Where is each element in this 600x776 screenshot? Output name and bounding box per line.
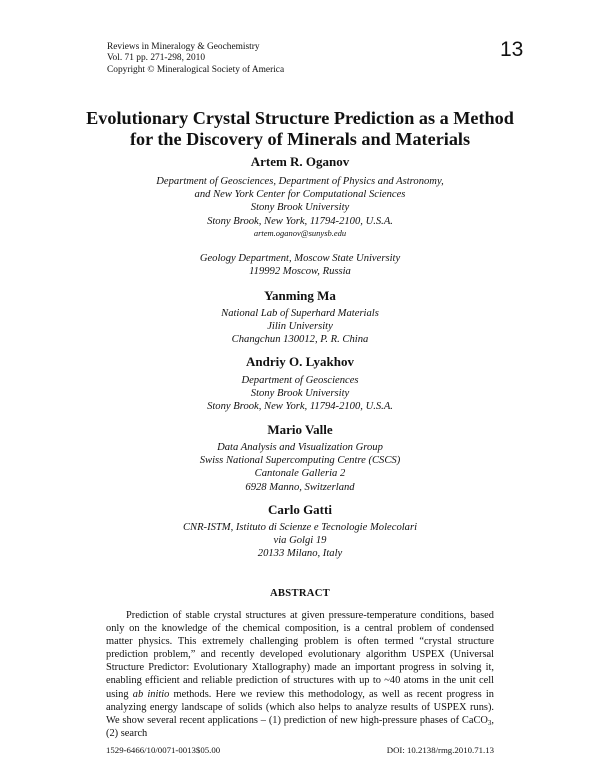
affiliation-line: Stony Brook University — [250, 202, 350, 214]
author-affiliation — [60, 521, 540, 561]
affiliation-line: Stony Brook University — [250, 388, 350, 400]
abstract-subscript: 3 — [487, 718, 492, 727]
affiliation-line: 20133 Milano, Italy — [257, 548, 343, 560]
abstract-text — [106, 609, 494, 740]
copyright-line: Copyright © Mineralogical Society of America — [107, 64, 285, 75]
affiliation-line: CNR-ISTM, Istituto di Scienze e Tecnologie Molecolari — [182, 522, 418, 533]
affiliation-line: Geology Department, Moscow State University — [199, 253, 401, 264]
paper-title — [60, 108, 540, 150]
affiliation-line: Jilin University — [267, 321, 333, 333]
title-line-1: Evolutionary Crystal Structure Prediction as a Method — [86, 108, 514, 128]
affiliation-line: Cantonale Galleria 2 — [254, 468, 346, 480]
author-affiliation-secondary — [60, 252, 540, 278]
affiliation-line: Department of Geosciences — [241, 375, 359, 386]
affiliation-line: Data Analysis and Visualization Group — [217, 442, 383, 453]
author-block-lyakhov — [60, 354, 540, 370]
author-name: Andriy O. Lyakhov — [245, 354, 354, 369]
author-block-oganov — [60, 154, 540, 170]
affiliation-line: Stony Brook, New York, 11794-2100, U.S.A. — [207, 401, 393, 413]
affiliation-line: National Lab of Superhard Materials — [221, 308, 379, 319]
affiliation-line: Changchun 130012, P. R. China — [231, 334, 369, 346]
affiliation-line: 119992 Moscow, Russia — [249, 266, 351, 278]
title-line-2: for the Discovery of Minerals and Materials — [129, 129, 471, 149]
author-name: Artem R. Oganov — [250, 154, 350, 169]
author-block-ma — [60, 288, 540, 304]
affiliation-line: Department of Geosciences, Department of Physics and Astronomy, — [156, 176, 444, 187]
author-affiliation — [60, 374, 540, 414]
author-affiliation — [60, 175, 540, 228]
author-name: Yanming Ma — [264, 288, 336, 303]
footer-doi: DOI: 10.2138/rmg.2010.71.13 — [386, 745, 494, 755]
abstract-heading: ABSTRACT — [269, 588, 331, 599]
affiliation-line: Swiss National Supercomputing Centre (CSCS) — [199, 455, 401, 467]
author-affiliation — [60, 441, 540, 494]
affiliation-line: 6928 Manno, Switzerland — [245, 481, 355, 493]
affiliation-line: via Golgi 19 — [273, 535, 327, 547]
abstract-part-2: methods. Here we review this methodology, as well as recent progress in analyzing energy landscape of solids (which also helps to analyze results of USPEX runs). We show several recent applications – (1) prediction of new high-pressure phases of CaCO — [106, 688, 494, 726]
abstract-part-3: , (2) search — [106, 714, 494, 739]
author-name: Carlo Gatti — [268, 502, 332, 517]
affiliation-line: and New York Center for Computational Sciences — [194, 189, 406, 201]
abstract-italic: ab initio — [132, 688, 170, 700]
affiliation-line: Stony Brook, New York, 11794-2100, U.S.A. — [207, 215, 393, 227]
journal-name: Reviews in Mineralogy & Geochemistry — [107, 42, 260, 52]
journal-header — [107, 42, 284, 76]
author-block-gatti — [60, 502, 540, 518]
volume-info: Vol. 71 pp. 271-298, 2010 — [107, 53, 206, 64]
author-block-valle — [60, 422, 540, 438]
author-email: artem.oganov@sunysb.edu — [253, 228, 347, 238]
abstract-part-1: Prediction of stable crystal structures at given pressure-temperature conditions, based only on the knowledge of the chemical composition, is a central problem of condensed matter physics. This extremely challenging problem is often termed “crystal structure prediction problem,” and recently developed evolutionary algorithm USPEX (Universal Structure Predictor: Evolutionary Xtallography) made an important progress in solving it, enabling efficient and reliable prediction of structures with up to ~40 atoms in the unit cell using — [106, 610, 494, 700]
author-name: Mario Valle — [267, 422, 333, 437]
author-affiliation — [60, 307, 540, 347]
footer-issn: 1529-6466/10/0071-0013$05.00 — [106, 745, 221, 755]
chapter-number: 13 — [500, 38, 524, 61]
